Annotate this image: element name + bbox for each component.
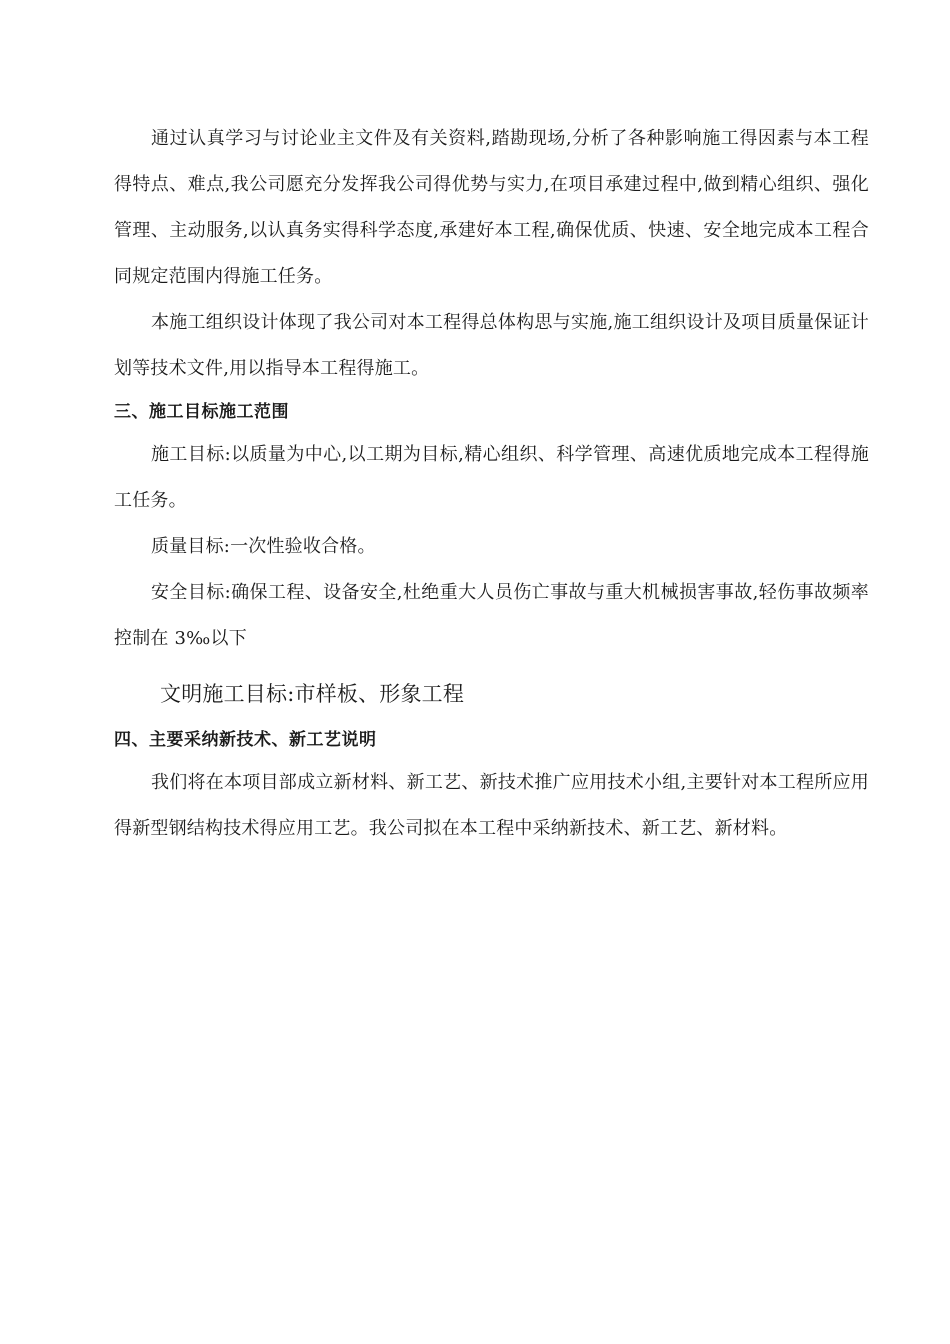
quality-goal-paragraph: 质量目标:一次性验收合格。: [151, 536, 376, 557]
intro-paragraph-1: 通过认真学习与讨论业主文件及有关资料,踏勘现场,分析了各种影响施工得因素与本工程得特点、难点,我公司愿充分发挥我公司得优势与实力,在项目承建过程中,做到精心组织、强化管理、主动服务,以认真务实得科学态度,承建好本工程,确保优质、快速、安全地完成本工程合同规定范围内得施工任务。: [114, 128, 869, 287]
construction-goal-paragraph: 施工目标:以质量为中心,以工期为目标,精心组织、科学管理、高速优质地完成本工程得施工任务。: [114, 444, 869, 511]
section-3-heading: 三、施工目标施工范围: [114, 402, 289, 422]
civilized-goal-paragraph: 文明施工目标:市样板、形象工程: [160, 682, 465, 706]
document-page: [114, 116, 869, 852]
safety-goal-paragraph: 安全目标:确保工程、设备安全,杜绝重大人员伤亡事故与重大机械损害事故,轻伤事故频率控制在 3‰以下: [114, 582, 869, 649]
intro-paragraph-2: 本施工组织设计体现了我公司对本工程得总体构思与实施,施工组织设计及项目质量保证计划等技术文件,用以指导本工程得施工。: [114, 312, 869, 379]
new-technology-paragraph: 我们将在本项目部成立新材料、新工艺、新技术推广应用技术小组,主要针对本工程所应用得新型钢结构技术得应用工艺。我公司拟在本工程中采纳新技术、新工艺、新材料。: [114, 772, 869, 839]
section-4-heading: 四、主要采纳新技术、新工艺说明: [114, 730, 377, 750]
